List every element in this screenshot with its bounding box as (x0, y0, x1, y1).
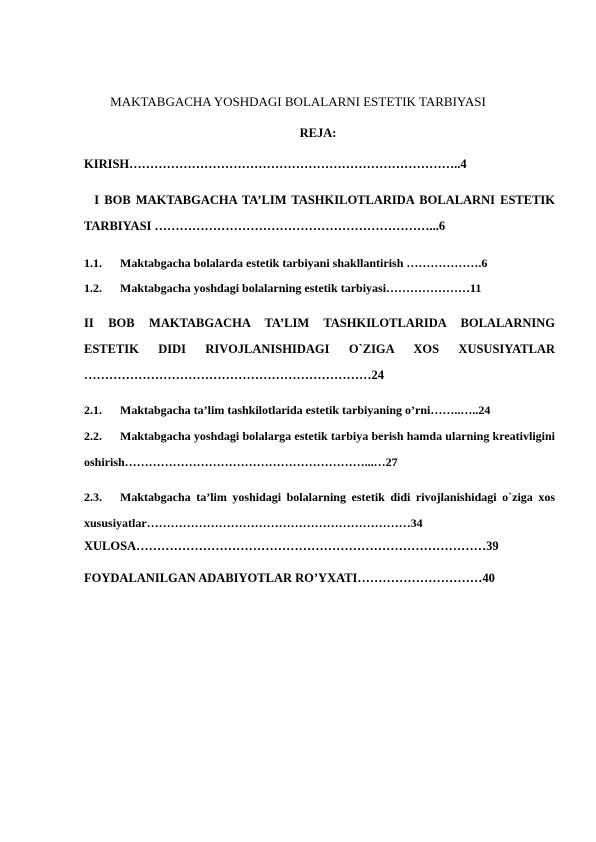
toc-entry-number: 2.1. (84, 403, 102, 417)
toc-entry-chapter-2[interactable] (84, 310, 555, 388)
document-title: MAKTABGACHA YOSHDAGI BOLALARNI ESTETIK TARBIYASI (110, 94, 486, 109)
plan-heading: REJA: (299, 126, 337, 140)
toc-entry-text: Maktabgacha ta’lim tashkilotlarida estetik tarbiyaning o’rni……..…..24 (120, 403, 491, 417)
toc-entry-number: 2.2. (84, 429, 102, 443)
toc-entry-number: 1.1. (84, 256, 102, 270)
toc-entry-bibliography[interactable] (84, 565, 555, 591)
toc-entry-conclusion[interactable] (84, 533, 555, 559)
toc-entry-text: Maktabgacha bolalarda estetik tarbiyani shakllantirish ……………….6 (120, 256, 488, 270)
toc-entry-text: Maktabgacha ta’lim yoshidagi bolalarning estetik didi rivojlanishidagi o`ziga xos xususiyatlar…………………………………………………………34 (84, 490, 555, 530)
toc-entry-intro[interactable] (84, 151, 555, 177)
toc-entry-1-2[interactable] (84, 275, 555, 301)
toc-entry-text: Maktabgacha yoshdagi bolalarga estetik tarbiya berish hamda ularning kreativligini oshirish……………………………………………………...…27 (84, 429, 555, 469)
toc-entry-text: FOYDALANILGAN ADABIYOTLAR RO’YXATI…………………………40 (84, 571, 495, 585)
toc-entry-number: 2.3. (84, 490, 102, 504)
toc-entry-text: Maktabgacha yoshdagi bolalarning estetik tarbiyasi…………………11 (120, 281, 482, 295)
toc-entry-text: KIRISH……………………………………………………………………..4 (84, 157, 467, 171)
toc-entry-text: II BOB MAKTABGACHA TA’LIM TASHKILOTLARIDA BOLALARNING ESTETIK DIDI RIVOJLANISHIDAGI O`ZIGA XOS XUSUSIYATLAR ……………………………………………………………24 (84, 316, 555, 382)
toc-entry-text: XULOSA…………………………………………………………………………39 (84, 539, 499, 553)
toc-entry-chapter-1[interactable] (84, 187, 558, 239)
toc-entry-2-2[interactable] (84, 423, 555, 475)
toc-entry-text: I BOB MAKTABGACHA TA’LIM TASHKILOTLARIDA BOLALARNI ESTETIK TARBIYASI …………………………………………………………...6 (84, 193, 558, 233)
toc-entry-2-3[interactable] (84, 484, 555, 536)
toc-entry-2-1[interactable] (84, 397, 555, 423)
toc-entry-number: 1.2. (84, 281, 102, 295)
toc-entry-1-1[interactable] (84, 250, 555, 276)
